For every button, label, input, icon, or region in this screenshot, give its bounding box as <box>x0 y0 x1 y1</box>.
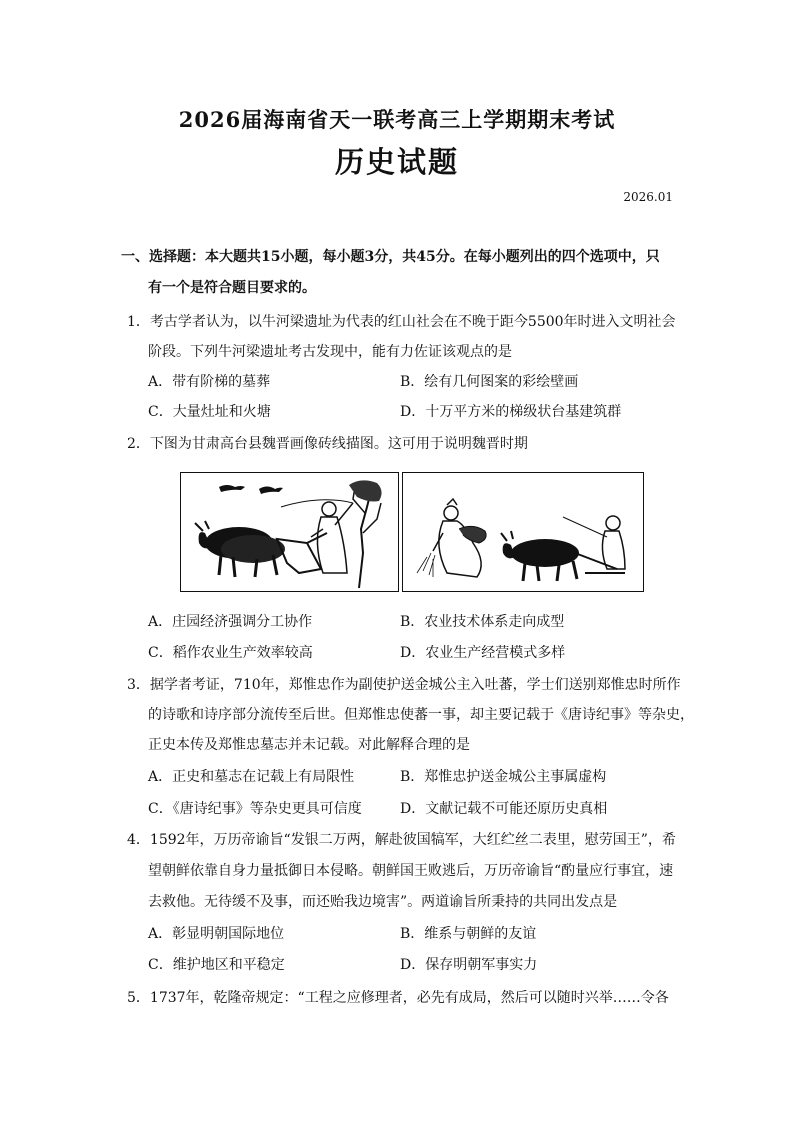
q1-option-d: D．十万平方米的梯级状台基建筑群 <box>400 404 622 420</box>
q3-option-c: C．《唐诗纪事》等杂史更具可信度 <box>148 801 362 817</box>
q4-option-d: D．保存明朝军事实力 <box>400 957 538 973</box>
section-heading-line2: 有一个是符合题目要求的。 <box>148 280 316 296</box>
q3-option-d: D．文献记载不可能还原历史真相 <box>400 801 608 817</box>
q2-option-c: C．稻作农业生产效率较高 <box>148 645 313 661</box>
q3-stem-line3: 正史本传及郑惟忠墓志并未记载。对此解释合理的是 <box>148 737 470 753</box>
q1-stem-line2: 阶段。下列牛河梁遗址考古发现中，能有力佐证该观点的是 <box>148 344 512 360</box>
q3-option-b: B．郑惟忠护送金城公主事属虚构 <box>400 769 607 785</box>
exam-subject: 历史试题 <box>334 145 459 179</box>
q1-option-b: B．绘有几何图案的彩绘壁画 <box>400 374 579 390</box>
ox-plowing-drawing <box>181 473 397 590</box>
exam-date: 2026.01 <box>623 190 673 204</box>
q4-option-b: B．维系与朝鲜的友谊 <box>400 926 537 942</box>
exam-title: 2026届海南省天一联考高三上学期期末考试 <box>178 107 616 132</box>
q3-stem-line2: 的诗歌和诗序部分流传至后世。但郑惟忠使蕃一事，却主要记载于《唐诗纪事》等杂史， <box>148 707 694 723</box>
q4-stem-line1: 4．1592年，万历帝谕旨“发银二万两，解赴彼国犒军，大红纻丝二表里，慰劳国王”，希 <box>127 832 676 848</box>
q5-stem-line1: 5．1737年，乾隆帝规定：“工程之应修理者，必先有成局，然后可以随时兴举……令各 <box>127 990 669 1006</box>
q2-option-d: D．农业生产经营模式多样 <box>400 645 566 661</box>
section-heading-line1: 一、选择题：本大题共15小题，每小题3分，共45分。在每小题列出的四个选项中，只 <box>121 249 660 265</box>
q1-option-a: A．带有阶梯的墓葬 <box>148 374 271 390</box>
sowing-raking-drawing <box>403 473 642 590</box>
q3-option-a: A．正史和墓志在记载上有局限性 <box>148 769 355 785</box>
q4-stem-line3: 去救他。无待缓不及事，而还贻我边境害”。两道谕旨所秉持的共同出发点是 <box>148 894 618 910</box>
q1-stem-line1: 1．考古学者认为，以牛河梁遗址为代表的红山社会在不晚于距今5500年时进入文明社会 <box>127 314 676 330</box>
q2-stem-line1: 2．下图为甘肃高台县魏晋画像砖线描图。这可用于说明魏晋时期 <box>127 436 528 452</box>
q2-option-a: A．庄园经济强调分工协作 <box>148 614 313 630</box>
q4-option-a: A．彰显明朝国际地位 <box>148 926 285 942</box>
brick-painting-figure <box>180 472 644 594</box>
q4-option-c: C．维护地区和平稳定 <box>148 957 285 973</box>
ox-plowing-panel <box>180 472 399 592</box>
q3-stem-line1: 3．据学者考证，710年，郑惟忠作为副使护送金城公主入吐蕃，学士们送别郑惟忠时所作 <box>127 677 681 693</box>
q4-stem-line2: 望朝鲜依靠自身力量抵御日本侵略。朝鲜国王败逃后，万历帝谕旨“酌量应行事宜，速 <box>148 863 674 879</box>
q2-option-b: B．农业技术体系走向成型 <box>400 614 565 630</box>
sowing-raking-panel <box>402 472 644 592</box>
q1-option-c: C．大量灶址和火塘 <box>148 404 271 420</box>
